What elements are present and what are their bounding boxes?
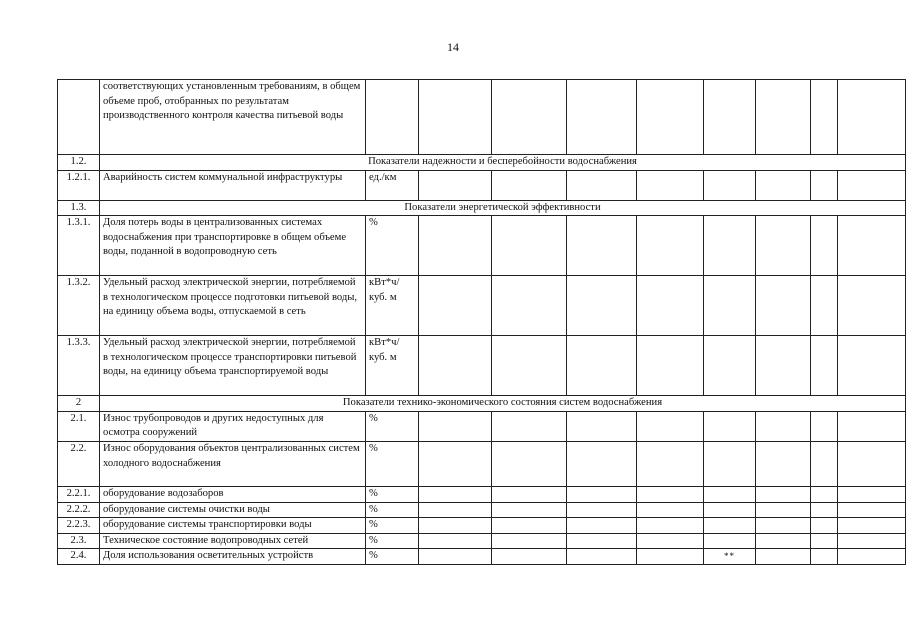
indicator-name: Удельный расход электрической энергии, потребляемой в технологическом процессе транспортировки питьевой воды, на единицу объема транспортируемой воды: [100, 336, 366, 396]
value-cell: [811, 533, 838, 549]
indicator-name: соответствующих установленным требованиям, в общем объеме проб, отобранных по результатам производственного контроля качества питьевой воды: [100, 80, 366, 155]
value-cell: [811, 276, 838, 336]
indicator-name: Аварийность систем коммунальной инфраструктуры: [100, 170, 366, 200]
value-cell: [811, 486, 838, 502]
value-cell: [492, 441, 567, 486]
unit-cell: %: [366, 486, 419, 502]
value-cell: [637, 549, 704, 565]
value-cell: [567, 411, 637, 441]
value-cell: [704, 170, 756, 200]
unit-cell: %: [366, 411, 419, 441]
unit-cell: %: [366, 216, 419, 276]
value-cell: [492, 216, 567, 276]
value-cell: [704, 502, 756, 518]
value-cell: [838, 486, 906, 502]
value-cell: [704, 486, 756, 502]
table-row: [58, 336, 906, 396]
value-cell: [811, 502, 838, 518]
indicator-name: Износ трубопроводов и других недоступных для осмотра сооружений: [100, 411, 366, 441]
value-cell: [756, 533, 811, 549]
value-cell: [704, 80, 756, 155]
indicator-name: Техническое состояние водопроводных сетей: [100, 533, 366, 549]
row-number: 2.2.2.: [58, 502, 100, 518]
value-cell: [567, 533, 637, 549]
value-cell: [567, 486, 637, 502]
value-cell: [567, 80, 637, 155]
value-cell: [756, 549, 811, 565]
value-cell: [811, 336, 838, 396]
value-cell: [756, 518, 811, 534]
value-cell: [811, 170, 838, 200]
value-cell: [838, 533, 906, 549]
table-row: [58, 411, 906, 441]
value-cell: [492, 80, 567, 155]
value-cell: [756, 441, 811, 486]
unit-cell: %: [366, 533, 419, 549]
value-cell: [756, 170, 811, 200]
unit-cell: %: [366, 518, 419, 534]
value-cell: [756, 411, 811, 441]
row-number: 2.2.3.: [58, 518, 100, 534]
value-cell: [492, 411, 567, 441]
indicator-name: Износ оборудования объектов централизованных систем холодного водоснабжения: [100, 441, 366, 486]
row-number: 1.3.2.: [58, 276, 100, 336]
unit-cell: кВт*ч/ куб. м: [366, 336, 419, 396]
value-cell: [567, 170, 637, 200]
value-cell: [756, 216, 811, 276]
value-cell: [811, 441, 838, 486]
value-cell: [811, 216, 838, 276]
value-cell: [756, 336, 811, 396]
section-title: Показатели технико-экономического состояния систем водоснабжения: [100, 396, 906, 412]
value-cell: [567, 502, 637, 518]
value-cell: [838, 441, 906, 486]
indicators-table: [57, 79, 906, 565]
value-cell: [492, 486, 567, 502]
value-cell: [637, 411, 704, 441]
indicator-name: оборудование системы транспортировки воды: [100, 518, 366, 534]
value-cell: [419, 411, 492, 441]
section-row: [58, 200, 906, 216]
value-cell: [704, 518, 756, 534]
value-cell: [419, 486, 492, 502]
value-cell: [567, 549, 637, 565]
unit-cell: кВт*ч/ куб. м: [366, 276, 419, 336]
table-row: [58, 170, 906, 200]
value-cell: [567, 336, 637, 396]
value-cell: [419, 336, 492, 396]
value-cell: [838, 549, 906, 565]
value-cell: [838, 276, 906, 336]
value-cell: [419, 216, 492, 276]
value-cell: [704, 216, 756, 276]
value-cell: [811, 411, 838, 441]
value-cell: [811, 518, 838, 534]
unit-cell: %: [366, 441, 419, 486]
table-row: [58, 518, 906, 534]
value-cell: [838, 336, 906, 396]
row-number: 2.1.: [58, 411, 100, 441]
section-title: Показатели энергетической эффективности: [100, 200, 906, 216]
value-cell: [492, 170, 567, 200]
value-cell: [567, 441, 637, 486]
indicator-name: Доля потерь воды в централизованных системах водоснабжения при транспортировке в общем объеме воды, поданной в водопроводную сеть: [100, 216, 366, 276]
value-cell: [838, 80, 906, 155]
value-cell: [704, 276, 756, 336]
value-cell: [637, 441, 704, 486]
row-number: 2.4.: [58, 549, 100, 565]
table-row: [58, 533, 906, 549]
value-cell: [756, 486, 811, 502]
value-cell: [811, 80, 838, 155]
row-number: [58, 80, 100, 155]
value-cell: [419, 502, 492, 518]
value-cell: [492, 518, 567, 534]
table-row: [58, 80, 906, 155]
value-cell: [637, 502, 704, 518]
row-number: 1.3.3.: [58, 336, 100, 396]
row-number: 2: [58, 396, 100, 412]
value-cell: [637, 486, 704, 502]
value-cell: [492, 336, 567, 396]
indicator-name: Доля использования осветительных устройств: [100, 549, 366, 565]
value-cell: [637, 170, 704, 200]
value-cell: [838, 518, 906, 534]
section-row: [58, 155, 906, 171]
section-title: Показатели надежности и бесперебойности водоснабжения: [100, 155, 906, 171]
value-cell: [419, 518, 492, 534]
table-row: [58, 549, 906, 565]
value-cell: [492, 276, 567, 336]
row-number: 1.3.1.: [58, 216, 100, 276]
section-row: [58, 396, 906, 412]
row-number: 2.2.: [58, 441, 100, 486]
value-cell: [419, 276, 492, 336]
value-cell: [637, 80, 704, 155]
value-cell: [838, 170, 906, 200]
row-number: 1.2.1.: [58, 170, 100, 200]
table-row: [58, 216, 906, 276]
value-cell: [756, 80, 811, 155]
table-row: [58, 502, 906, 518]
value-cell: [637, 533, 704, 549]
table-row: [58, 486, 906, 502]
value-cell: [637, 216, 704, 276]
value-cell: [492, 502, 567, 518]
value-cell: [704, 336, 756, 396]
row-number: 1.2.: [58, 155, 100, 171]
value-cell: [567, 216, 637, 276]
value-cell: [704, 533, 756, 549]
table-row: [58, 441, 906, 486]
row-number: 1.3.: [58, 200, 100, 216]
indicator-name: оборудование системы очистки воды: [100, 502, 366, 518]
unit-cell: [366, 80, 419, 155]
value-cell: [419, 533, 492, 549]
value-cell: [838, 216, 906, 276]
value-cell: [492, 533, 567, 549]
value-cell: [419, 549, 492, 565]
indicator-name: Удельный расход электрической энергии, потребляемой в технологическом процессе подготовки питьевой воды, на единицу объема воды, отпускаемой в сеть: [100, 276, 366, 336]
value-cell: [637, 276, 704, 336]
value-cell: [419, 170, 492, 200]
value-cell: [756, 276, 811, 336]
value-cell: [811, 549, 838, 565]
row-number: 2.2.1.: [58, 486, 100, 502]
value-cell: [838, 502, 906, 518]
value-cell: [756, 502, 811, 518]
page-number: 14: [447, 40, 459, 54]
row-number: 2.3.: [58, 533, 100, 549]
note-mark: **: [704, 549, 756, 565]
unit-cell: ед./км: [366, 170, 419, 200]
value-cell: [567, 518, 637, 534]
value-cell: [419, 441, 492, 486]
value-cell: [838, 411, 906, 441]
unit-cell: %: [366, 502, 419, 518]
value-cell: [419, 80, 492, 155]
unit-cell: %: [366, 549, 419, 565]
value-cell: [637, 518, 704, 534]
value-cell: [567, 276, 637, 336]
value-cell: [492, 549, 567, 565]
value-cell: [704, 441, 756, 486]
value-cell: [704, 411, 756, 441]
table-row: [58, 276, 906, 336]
indicator-name: оборудование водозаборов: [100, 486, 366, 502]
value-cell: [637, 336, 704, 396]
